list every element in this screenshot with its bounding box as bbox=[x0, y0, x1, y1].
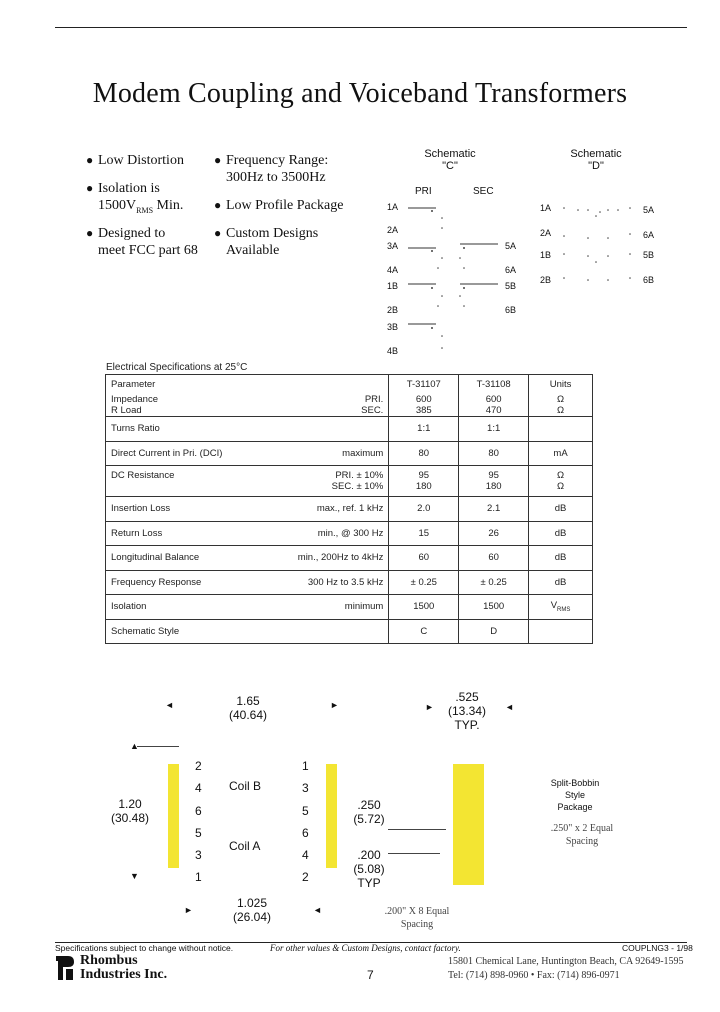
arrow-down-icon: ▼ bbox=[130, 871, 139, 881]
pin-label: 6B bbox=[505, 305, 517, 315]
table-cell: T-31108 600 470 bbox=[459, 375, 529, 417]
pin-label: 5A bbox=[505, 241, 517, 251]
table-cell: D bbox=[459, 619, 529, 644]
table-cell: dB bbox=[529, 570, 593, 595]
feature-isolation: ● Isolation is $1500V_{RMS}$ Min. bbox=[86, 181, 184, 215]
table-cell: Turns Ratio bbox=[106, 417, 389, 442]
table-row bbox=[106, 521, 593, 546]
table-cell: Return Loss min., @ 300 Hz bbox=[106, 521, 389, 546]
table-cell: Schematic Style bbox=[106, 619, 389, 644]
table-row bbox=[106, 417, 593, 442]
table-cell bbox=[529, 619, 593, 644]
pin-label: 6A bbox=[505, 265, 517, 275]
bullet-icon: ● bbox=[86, 226, 94, 240]
pin-label: 3A bbox=[387, 241, 399, 251]
company-name: Rhombus Industries Inc. bbox=[80, 953, 168, 982]
table-cell: Longitudinal Balance min., 200Hz to 4kHz bbox=[106, 546, 389, 571]
pin-label: 3B bbox=[387, 322, 399, 332]
rhombus-logo bbox=[55, 955, 75, 981]
table-row bbox=[106, 595, 593, 620]
side-dimension: .525 (13.34) TYP. bbox=[447, 690, 487, 732]
dimension-line bbox=[137, 746, 179, 747]
page-number: 7 bbox=[367, 968, 374, 982]
pin-label: 2B bbox=[540, 275, 552, 285]
arrow-left-icon: ◄ bbox=[505, 702, 514, 712]
side-view-body bbox=[453, 764, 484, 885]
right-pin-numbers: 1 3 5 6 4 2 bbox=[302, 759, 309, 885]
pin-label: 6A bbox=[643, 230, 655, 240]
table-cell: Frequency Response 300 Hz to 3.5 kHz bbox=[106, 570, 389, 595]
table-cell: dB bbox=[529, 497, 593, 522]
bullet-icon: ● bbox=[86, 181, 94, 195]
pin-label: 5B bbox=[643, 250, 655, 260]
arrow-up-icon: ▲ bbox=[130, 741, 139, 751]
pin-label: 1A bbox=[387, 202, 399, 212]
pin-label: 1B bbox=[387, 281, 399, 291]
dimension-line bbox=[388, 829, 446, 830]
table-cell: Insertion Loss max., ref. 1 kHz bbox=[106, 497, 389, 522]
feature-custom: ● Custom Designs Available bbox=[214, 226, 319, 258]
table-cell: 80 bbox=[389, 441, 459, 466]
table-cell: 60 bbox=[459, 546, 529, 571]
bottom-spacing-note: .200" X 8 Equal Spacing bbox=[384, 906, 450, 930]
table-row bbox=[106, 619, 593, 644]
height-dimension: 1.20 (30.48) bbox=[110, 797, 150, 825]
table-row bbox=[106, 546, 593, 571]
table-cell: Isolation minimum bbox=[106, 595, 389, 620]
table-cell: ± 0.25 bbox=[389, 570, 459, 595]
arrow-right-icon: ► bbox=[330, 700, 339, 710]
pin-label: 6B bbox=[643, 275, 655, 285]
table-cell: T-31107 600 385 bbox=[389, 375, 459, 417]
coil-a-label: Coil A bbox=[229, 839, 261, 853]
schematic-c-pri: PRI bbox=[415, 186, 432, 197]
spec-table bbox=[105, 374, 593, 644]
table-cell: dB bbox=[529, 521, 593, 546]
table-cell: C bbox=[389, 619, 459, 644]
left-pin-numbers: 2 4 6 5 3 1 bbox=[195, 759, 202, 885]
schematic-d-drawing bbox=[556, 198, 642, 294]
table-cell: 95 180 bbox=[389, 466, 459, 497]
table-row bbox=[106, 375, 593, 417]
table-row bbox=[106, 441, 593, 466]
spec-caption: Electrical Specifications at 25°C bbox=[106, 362, 248, 373]
table-cell: 2.0 bbox=[389, 497, 459, 522]
table-cell: 1:1 bbox=[459, 417, 529, 442]
arrow-left-icon: ◄ bbox=[313, 905, 322, 915]
table-cell: mA bbox=[529, 441, 593, 466]
table-cell: 1:1 bbox=[389, 417, 459, 442]
bullet-icon: ● bbox=[214, 198, 222, 212]
top-rule bbox=[55, 27, 687, 28]
pin-label: 2B bbox=[387, 305, 399, 315]
pin-label: 5B bbox=[505, 281, 517, 291]
pin-label: 1A bbox=[540, 203, 552, 213]
spacing-note: .250" x 2 Equal Spacing bbox=[550, 823, 614, 847]
table-row bbox=[106, 570, 593, 595]
pitch-250: .250 (5.72) bbox=[353, 798, 385, 826]
table-cell: Parameter Impedance PRI. R Load SEC. bbox=[106, 375, 389, 417]
arrow-right-icon: ► bbox=[425, 702, 434, 712]
pin-label: 1B bbox=[540, 250, 552, 260]
table-cell bbox=[529, 417, 593, 442]
right-pin-strip bbox=[326, 764, 337, 868]
table-cell: Direct Current in Pri. (DCI) maximum bbox=[106, 441, 389, 466]
feature-frequency: ● Frequency Range: 300Hz to 3500Hz bbox=[214, 153, 329, 185]
custom-note: For other values & Custom Designs, contact factory. bbox=[270, 943, 461, 953]
pin-label: 5A bbox=[643, 205, 655, 215]
schematic-d-title: Schematic "D" bbox=[570, 148, 622, 172]
schematic-c-title: Schematic "C" bbox=[424, 148, 476, 172]
table-cell: Ω Ω bbox=[529, 466, 593, 497]
disclaimer: Specifications subject to change without notice. bbox=[55, 943, 234, 953]
page-title: Modem Coupling and Voiceband Transformers bbox=[92, 78, 628, 109]
pin-label: 4A bbox=[387, 265, 399, 275]
table-row bbox=[106, 497, 593, 522]
bullet-icon: ● bbox=[86, 153, 94, 167]
bullet-icon: ● bbox=[214, 226, 222, 240]
table-cell: DC Resistance PRI. ± 10% SEC. ± 10% bbox=[106, 466, 389, 497]
coil-b-label: Coil B bbox=[229, 779, 262, 793]
pin-label: 2A bbox=[540, 228, 552, 238]
feature-low-distortion: ● Low Distortion bbox=[86, 153, 184, 168]
table-cell: $V_{RMS}$ bbox=[529, 595, 593, 620]
schematic-c-sec: SEC bbox=[473, 186, 494, 197]
table-row bbox=[106, 466, 593, 497]
table-cell: 2.1 bbox=[459, 497, 529, 522]
left-pin-strip bbox=[168, 764, 179, 868]
table-cell: 80 bbox=[459, 441, 529, 466]
pin-label: 2A bbox=[387, 225, 399, 235]
package-note: Split-Bobbin Style Package bbox=[550, 778, 600, 812]
address: 15801 Chemical Lane, Huntington Beach, CA 92649-1595 Tel: (714) 898-0960 • Fax: (714) 896-0971 bbox=[448, 956, 684, 981]
table-cell: 26 bbox=[459, 521, 529, 546]
width-dimension: 1.65 (40.64) bbox=[228, 694, 268, 722]
feature-fcc: ● Designed to meet FCC part 68 bbox=[86, 226, 198, 258]
table-cell: 1500 bbox=[389, 595, 459, 620]
table-cell: 15 bbox=[389, 521, 459, 546]
pin-label: 4B bbox=[387, 346, 399, 356]
table-cell: 1500 bbox=[459, 595, 529, 620]
doc-code: COUPLNG3 - 1/98 bbox=[622, 943, 693, 953]
arrow-right-icon: ► bbox=[184, 905, 193, 915]
table-cell: 60 bbox=[389, 546, 459, 571]
bullet-icon: ● bbox=[214, 153, 222, 167]
table-cell: 95 180 bbox=[459, 466, 529, 497]
arrow-left-icon: ◄ bbox=[165, 700, 174, 710]
table-cell: dB bbox=[529, 546, 593, 571]
dimension-line bbox=[388, 853, 440, 854]
table-cell: Units Ω Ω bbox=[529, 375, 593, 417]
feature-low-profile: ● Low Profile Package bbox=[214, 198, 344, 213]
bottom-dimension: 1.025 (26.04) bbox=[232, 896, 272, 924]
table-cell: ± 0.25 bbox=[459, 570, 529, 595]
schematic-c-drawing bbox=[398, 198, 508, 358]
pitch-200: .200 (5.08) TYP bbox=[353, 848, 385, 890]
